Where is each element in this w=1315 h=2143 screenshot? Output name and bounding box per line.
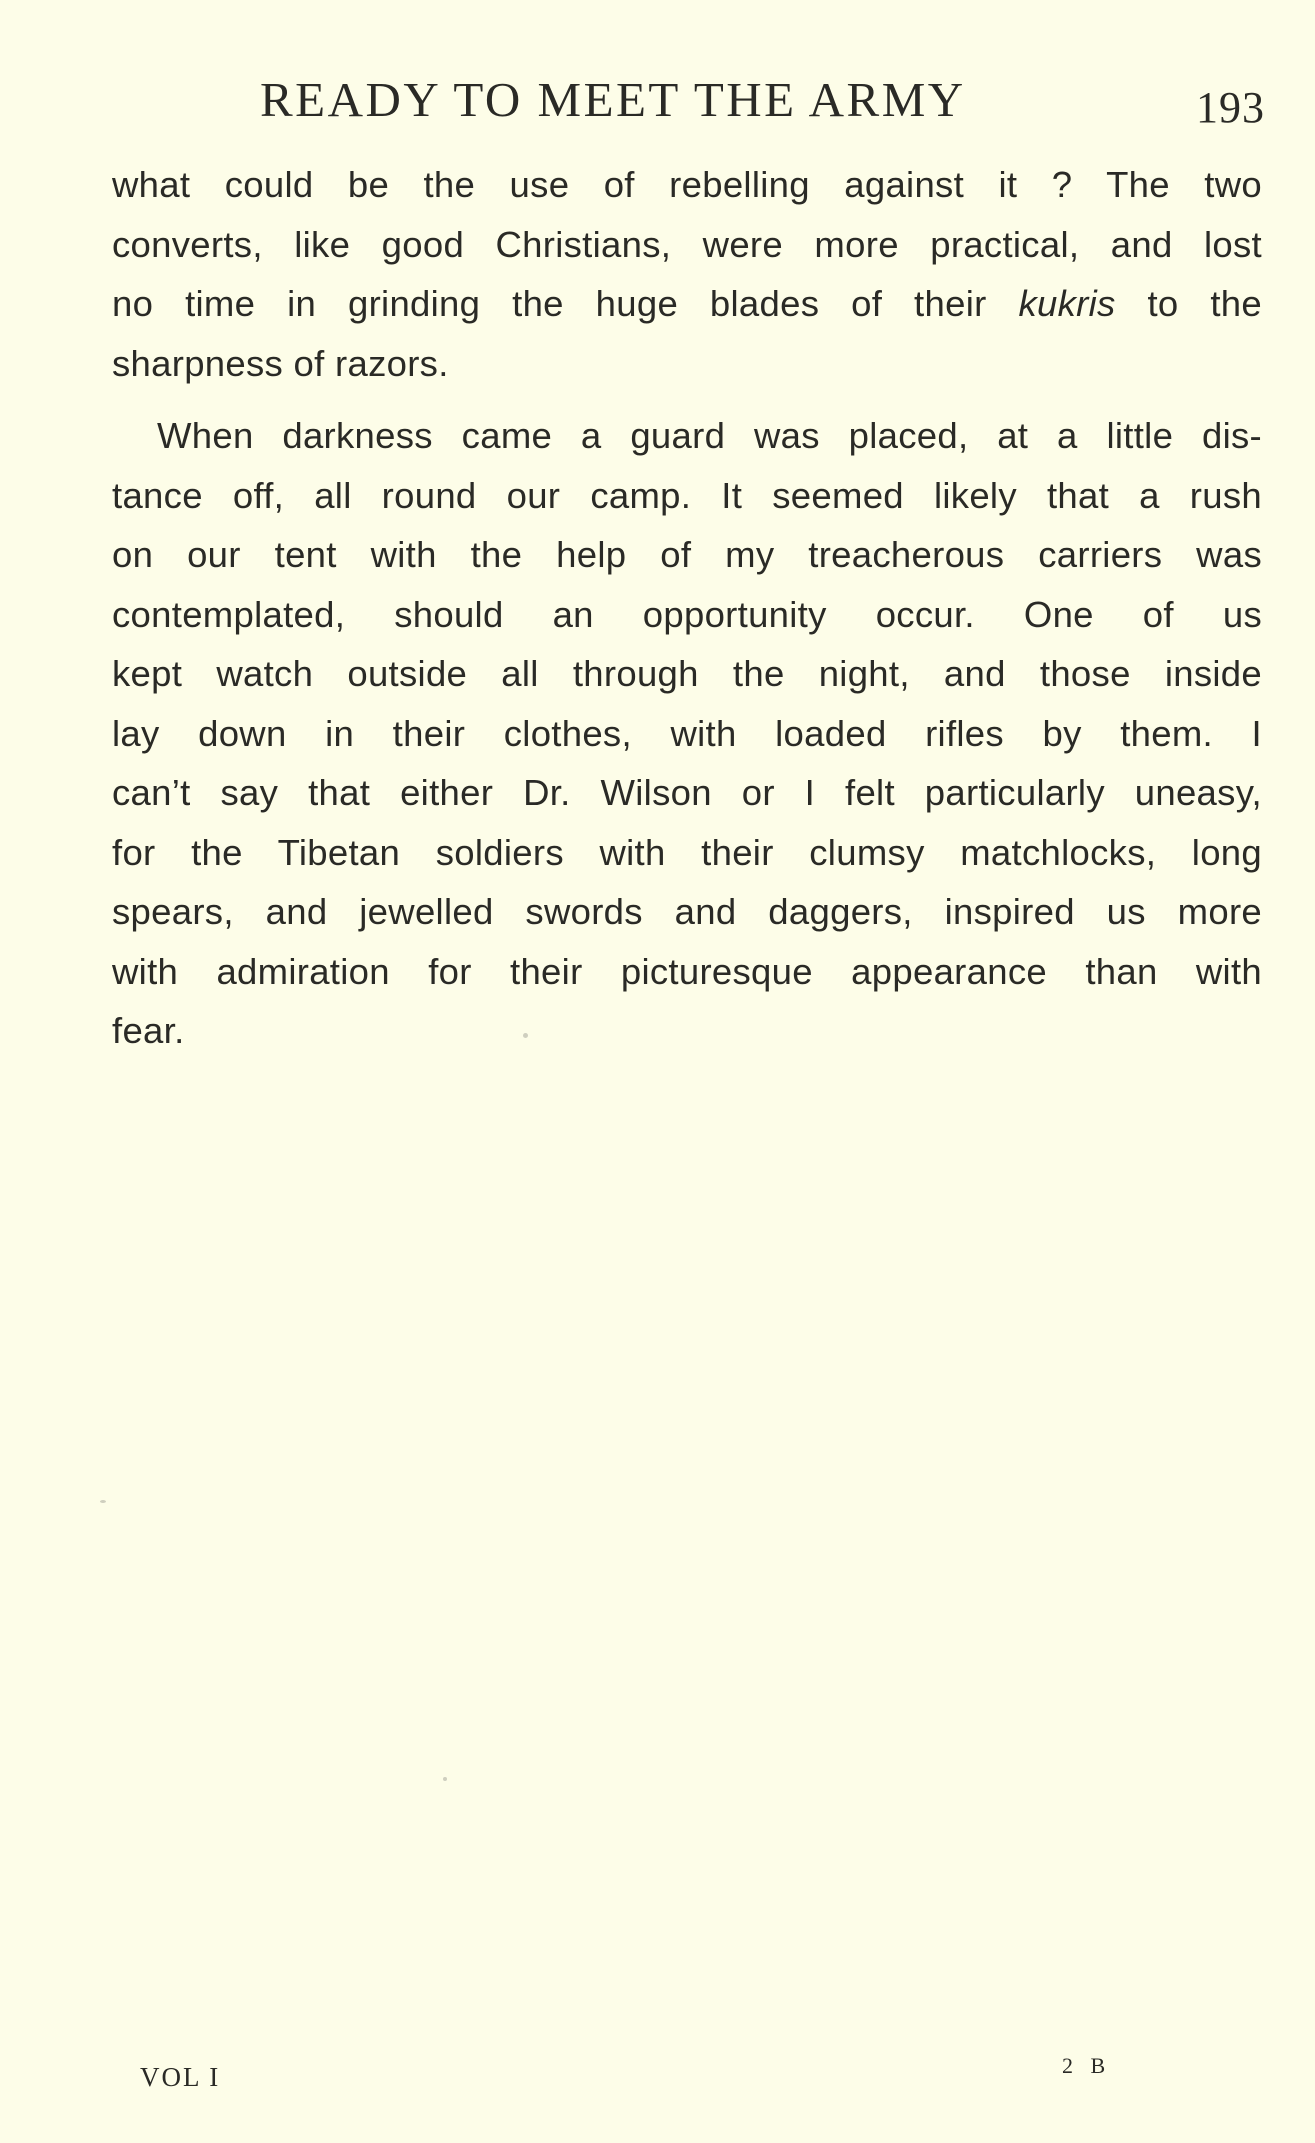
text-line: sharpness of razors. — [112, 342, 449, 384]
paper-speck — [523, 1033, 528, 1038]
body-text — [112, 155, 1262, 1062]
text-line: converts, like good Christians, were more practical, and lost — [112, 223, 1262, 265]
page-number: 193 — [1196, 83, 1265, 132]
text-line: what could be the use of rebelling against it ? The two — [112, 164, 1262, 205]
text-line: can’t say that either Dr. Wilson or I felt particularly uneasy, — [112, 772, 1262, 813]
paragraph-1 — [112, 155, 1262, 393]
text-line: tance off, all round our camp. It seemed likely that a rush — [112, 474, 1262, 516]
text-segment: to the — [1115, 283, 1263, 324]
text-line — [112, 274, 1262, 334]
text-line: on our tent with the help of my treacherous carriers was — [112, 534, 1262, 575]
text-line: kept watch outside all through the night, and those inside — [112, 653, 1262, 694]
volume-mark: VOL I — [140, 2062, 221, 2092]
text-line: When darkness came a guard was placed, at a little dis- — [157, 415, 1262, 456]
running-head — [110, 70, 1265, 130]
signature-mark: 2 B — [1062, 2053, 1112, 2078]
italic-word: kukris — [1018, 283, 1116, 324]
text-line: spears, and jewelled swords and daggers, inspired us more — [112, 891, 1262, 932]
paper-speck — [100, 1500, 106, 1503]
paragraph-2 — [112, 406, 1262, 1061]
text-line: contemplated, should an opportunity occur. One of us — [112, 593, 1262, 635]
text-line: lay down in their clothes, with loaded rifles by them. I — [112, 712, 1262, 754]
paper-speck — [443, 1777, 447, 1781]
text-line: fear. — [112, 1010, 185, 1051]
text-line: for the Tibetan soldiers with their clumsy matchlocks, long — [112, 831, 1262, 873]
text-segment: no time in grinding the huge blades of their — [112, 283, 1019, 324]
running-title: READY TO MEET THE ARMY — [260, 72, 966, 127]
text-line: with admiration for their picturesque appearance than with — [112, 950, 1262, 992]
